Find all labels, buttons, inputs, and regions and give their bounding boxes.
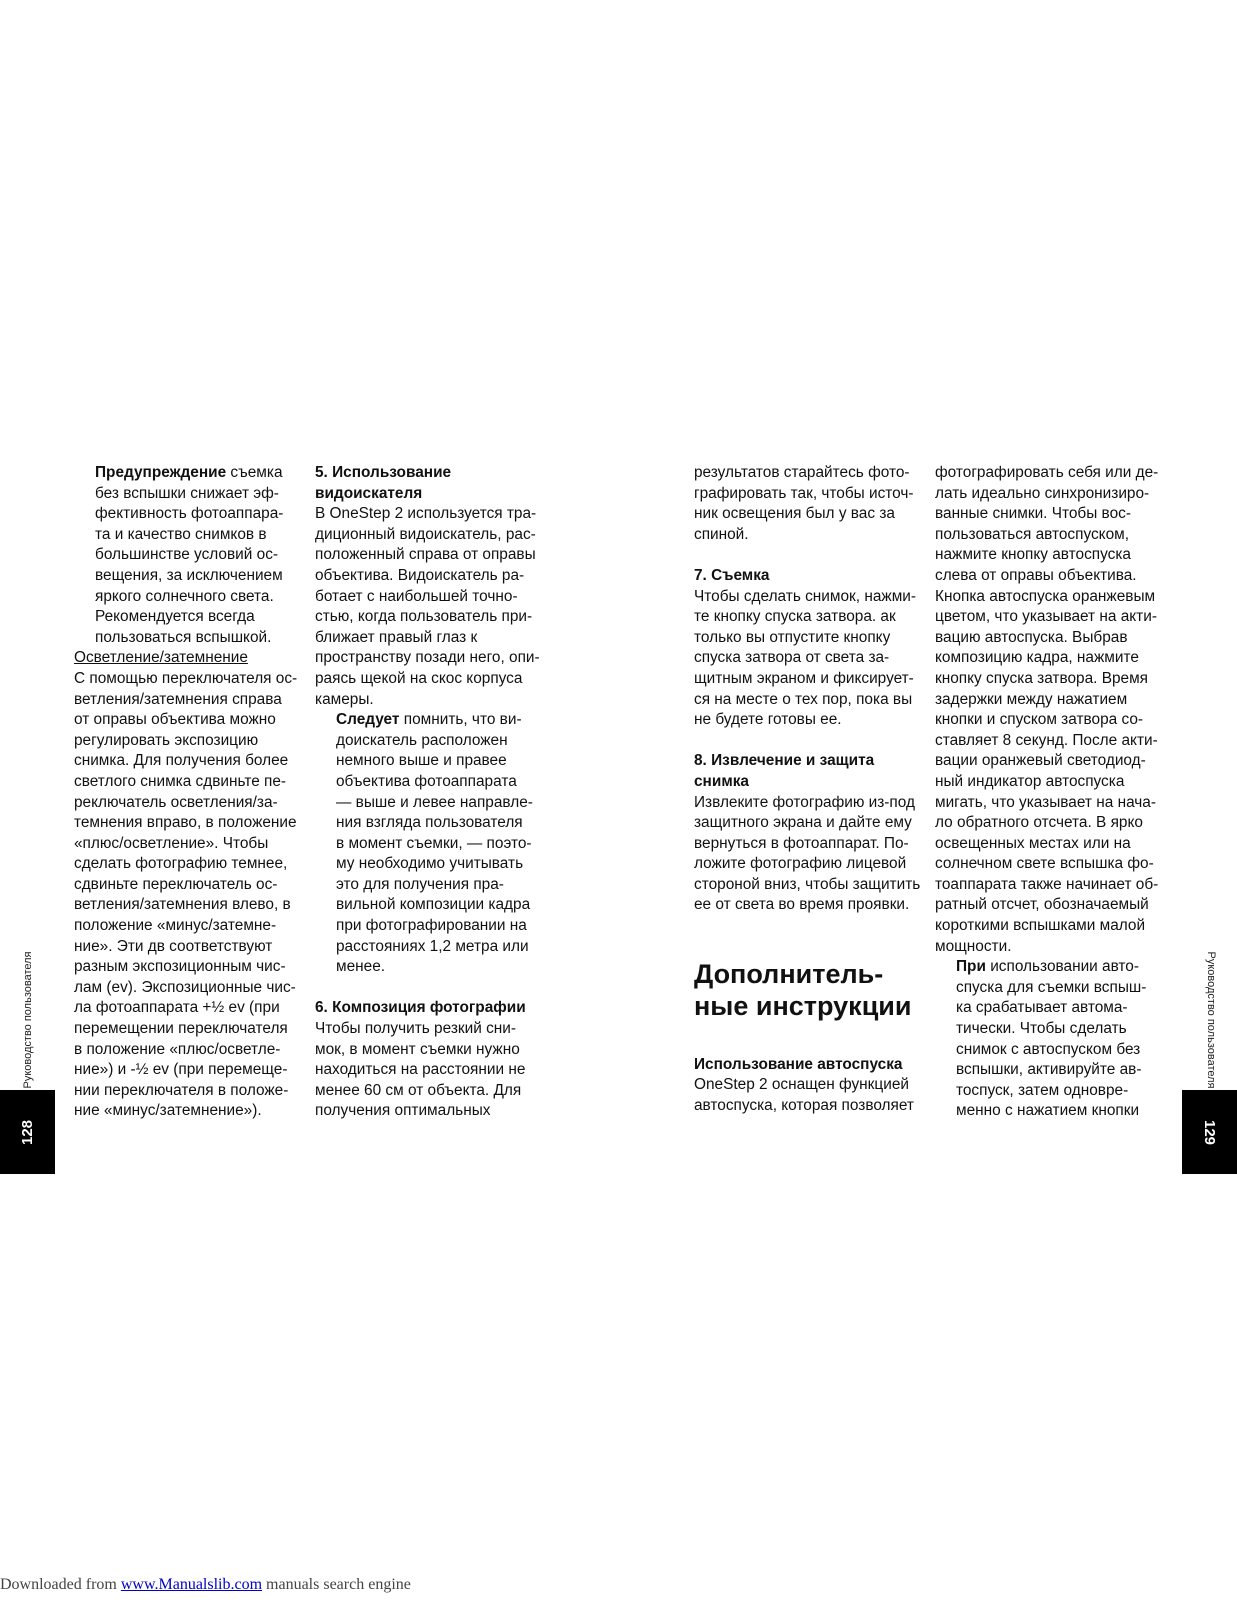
note-title: При — [956, 958, 986, 976]
note-title: Следует — [336, 711, 400, 729]
body-line: ботает с наибольшей точно- — [315, 587, 518, 605]
note-line: менно с нажатием кнопки — [956, 1102, 1140, 1120]
section-7-title: 7. Съемка — [694, 566, 770, 584]
warning-line: яркого солнечного света. — [95, 587, 274, 605]
body-line: находиться на расстоянии не — [315, 1061, 526, 1079]
spacer — [694, 1034, 920, 1055]
body-line: Чтобы получить резкий сни- — [315, 1020, 516, 1038]
warning-line: пользоваться вспышкой. — [95, 628, 272, 646]
body-line: менее 60 см от объекта. Для — [315, 1081, 522, 1099]
footer-prefix: Downloaded from — [0, 1576, 121, 1593]
right-column-2 — [935, 463, 1158, 1122]
body-line: ся на месте о тех пор, пока вы — [694, 690, 913, 708]
body-line: результатов старайтесь фото- — [694, 464, 910, 481]
body-line: объектива. Видоискатель ра- — [315, 566, 525, 584]
body-line: лам (ev). Экспозиционные чис- — [74, 978, 296, 996]
body-line: ла фотоаппарата +½ ev (при — [74, 999, 280, 1017]
body-line: нажмите кнопку автоспуска — [935, 546, 1131, 564]
section-5-title: видоискателя — [315, 484, 423, 502]
spacer — [694, 545, 920, 566]
note-line: при фотографировании на — [336, 917, 527, 935]
section-8-title: 8. Извлечение и защита — [694, 752, 875, 770]
additional-instructions-heading — [694, 958, 920, 1022]
body-line: положение «минус/затемне- — [74, 917, 277, 935]
spacer — [694, 731, 920, 752]
section-8-title: снимка — [694, 772, 749, 790]
body-line: мок, в момент съемки нужно — [315, 1040, 520, 1058]
body-line: сдвиньте переключатель ос- — [74, 875, 278, 893]
body-line: перемещении переключателя — [74, 1020, 288, 1038]
body-line: пользоваться автоспуском, — [935, 525, 1129, 543]
left-column-2 — [315, 463, 540, 1122]
body-line: ложите фотографию лицевой — [694, 855, 907, 873]
heading-line: Дополнитель- — [694, 959, 884, 990]
body-line: «плюс/осветление». Чтобы — [74, 834, 269, 852]
body-line: темнения вправо, в положение — [74, 814, 297, 832]
body-line: спуска затвора от света за- — [694, 649, 890, 667]
body-line: ло обратного отсчета. В ярко — [935, 814, 1143, 832]
body-line: ник освещения был у вас за — [694, 505, 895, 523]
note-line: спуска для съемки вспыш- — [956, 978, 1147, 996]
body-line: нии переключателя в положе- — [74, 1081, 289, 1099]
warning-line: Рекомендуется всегда — [95, 608, 255, 626]
note-line: менее. — [336, 958, 386, 976]
body-line: ванные снимки. Чтобы вос- — [935, 505, 1131, 523]
body-line: сделать фотографию темнее, — [74, 855, 288, 873]
body-line: ние». Эти дв соответствуют — [74, 937, 273, 955]
body-line: получения оптимальных — [315, 1102, 491, 1120]
body-line: Извлеките фотографию из-под — [694, 793, 915, 811]
note-line: тически. Чтобы сделать — [956, 1020, 1127, 1038]
note-line: немного выше и правее — [336, 752, 507, 770]
section-6-title: 6. Композиция фотографии — [315, 999, 526, 1017]
body-line: кнопку спуска затвора. Время — [935, 669, 1149, 687]
body-line: ный индикатор автоспуска — [935, 772, 1125, 790]
note-line: в момент съемки, — поэто- — [336, 834, 532, 852]
right-column-1 — [694, 463, 920, 1117]
warning-line: та и качество снимков в — [95, 525, 267, 543]
page-number: 128 — [19, 1119, 36, 1145]
right-side-label: Руководство пользователя — [1205, 951, 1217, 1089]
body-line: ставляет 8 секунд. После акти- — [935, 731, 1158, 749]
note-paragraph: При использовании авто- — [956, 958, 1139, 976]
section-5-title: 5. Использование — [315, 464, 452, 481]
body-line: регулировать экспозицию — [74, 731, 259, 749]
body-line: положенный справа от оправы — [315, 546, 536, 564]
body-line: не будете готовы ее. — [694, 711, 842, 729]
spacer — [315, 978, 540, 999]
body-line: стороной вниз, чтобы защитить — [694, 875, 921, 893]
note-line: расстояниях 1,2 метра или — [336, 937, 529, 955]
body-line: лать идеально синхронизиро- — [935, 484, 1150, 502]
body-line: композицию кадра, нажмите — [935, 649, 1139, 667]
self-timer-title: Использование автоспуска — [694, 1055, 903, 1073]
body-line: освещенных местах или на — [935, 834, 1131, 852]
body-line: ее от света во время проявки. — [694, 896, 910, 914]
left-column-1 — [74, 463, 297, 1122]
note-line: ния взгляда пользователя — [336, 814, 523, 832]
body-line: щитным экраном и фиксирует- — [694, 669, 914, 687]
exposure-subheading: Осветление/затемнение — [74, 649, 248, 667]
warning-line: фективность фотоаппара- — [95, 505, 284, 523]
body-line: спиной. — [694, 525, 749, 543]
body-line: С помощью переключателя ос- — [74, 669, 298, 687]
body-line: ние») и -½ ev (при перемеще- — [74, 1061, 288, 1079]
body-line: от оправы объектива можно — [74, 711, 276, 729]
body-line: короткими вспышками малой — [935, 917, 1146, 935]
page-number-tab-right — [1182, 1090, 1237, 1174]
body-line: цветом, что указывает на акти- — [935, 608, 1157, 626]
page-number-tab-left — [0, 1090, 55, 1174]
body-line: слева от оправы объектива. — [935, 566, 1137, 584]
note-line: — выше и левее направле- — [336, 793, 533, 811]
note-line: му необходимо учитывать — [336, 855, 524, 873]
body-line: ветления/затемнения справа — [74, 690, 282, 708]
body-line: Чтобы сделать снимок, нажми- — [694, 587, 916, 605]
body-line: Кнопка автоспуска оранжевым — [935, 587, 1156, 605]
footer-suffix: manuals search engine — [262, 1576, 411, 1593]
body-line: вацию автоспуска. Выбрав — [935, 628, 1128, 646]
body-line: защитного экрана и дайте ему — [694, 814, 912, 832]
note-line: объектива фотоаппарата — [336, 772, 517, 790]
note-line: вильной композиции кадра — [336, 896, 531, 914]
spacer — [694, 916, 920, 937]
body-line: тоаппарата также начинает об- — [935, 875, 1159, 893]
body-line: снимка. Для получения более — [74, 752, 289, 770]
warning-paragraph: Предупреждение съемка — [95, 464, 283, 481]
body-line: разным экспозиционным чис- — [74, 958, 286, 976]
body-line: камеры. — [315, 690, 374, 708]
note-line: доискатель расположен — [336, 731, 508, 749]
body-line: фотографировать себя или де- — [935, 464, 1159, 481]
left-side-label: Руководство пользователя — [22, 951, 34, 1089]
note-line: снимок с автоспуском без — [956, 1040, 1141, 1058]
body-line: реключатель осветления/за- — [74, 793, 278, 811]
body-line: пространству позади него, опи- — [315, 649, 540, 667]
body-line: в положение «плюс/осветле- — [74, 1040, 281, 1058]
body-line: ближает правый глаз к — [315, 628, 478, 646]
heading-line: ные инструкции — [694, 991, 912, 1022]
body-line: диционный видоискатель, рас- — [315, 525, 536, 543]
page-number: 129 — [1201, 1119, 1218, 1145]
body-line: мощности. — [935, 937, 1012, 955]
body-line: ветления/затемнения влево, в — [74, 896, 291, 914]
body-line: светлого снимка сдвиньте пе- — [74, 772, 287, 790]
body-line: графировать так, чтобы источ- — [694, 484, 914, 502]
body-line: вернуться в фотоаппарат. По- — [694, 834, 909, 852]
note-line: ка срабатывает автома- — [956, 999, 1128, 1017]
body-line: солнечном свете вспышка фо- — [935, 855, 1154, 873]
body-line: OneStep 2 оснащен функцией — [694, 1076, 909, 1094]
body-line: вации оранжевый светодиод- — [935, 752, 1146, 770]
spacer — [694, 937, 920, 958]
body-line: задержки между нажатием — [935, 690, 1128, 708]
warning-line: без вспышки снижает эф- — [95, 484, 279, 502]
warning-line: вещения, за исключением — [95, 566, 283, 584]
body-line: В OneStep 2 используется тра- — [315, 505, 537, 523]
download-footer — [0, 1576, 411, 1594]
note-line: это для получения пра- — [336, 875, 504, 893]
body-line: автоспуска, которая позволяет — [694, 1097, 914, 1115]
warning-line: большинстве условий ос- — [95, 546, 279, 564]
note-line: тоспуск, затем одновре- — [956, 1081, 1129, 1099]
manualslib-link[interactable]: www.Manualslib.com — [120, 1576, 263, 1593]
body-line: ратный отсчет, обозначаемый — [935, 896, 1149, 914]
body-line: те кнопку спуска затвора. ак — [694, 608, 896, 626]
note-paragraph: Следует помнить, что ви- — [336, 711, 522, 729]
body-line: кнопки и спуском затвора со- — [935, 711, 1144, 729]
note-line: вспышки, активируйте ав- — [956, 1061, 1142, 1079]
body-line: раясь щекой на скос корпуса — [315, 669, 523, 687]
body-line: мигать, что указывает на нача- — [935, 793, 1156, 811]
warning-title: Предупреждение — [95, 464, 227, 481]
body-line: ние «минус/затемнение»). — [74, 1102, 262, 1120]
body-line: стью, когда пользователь при- — [315, 608, 533, 626]
body-line: только вы отпустите кнопку — [694, 628, 891, 646]
